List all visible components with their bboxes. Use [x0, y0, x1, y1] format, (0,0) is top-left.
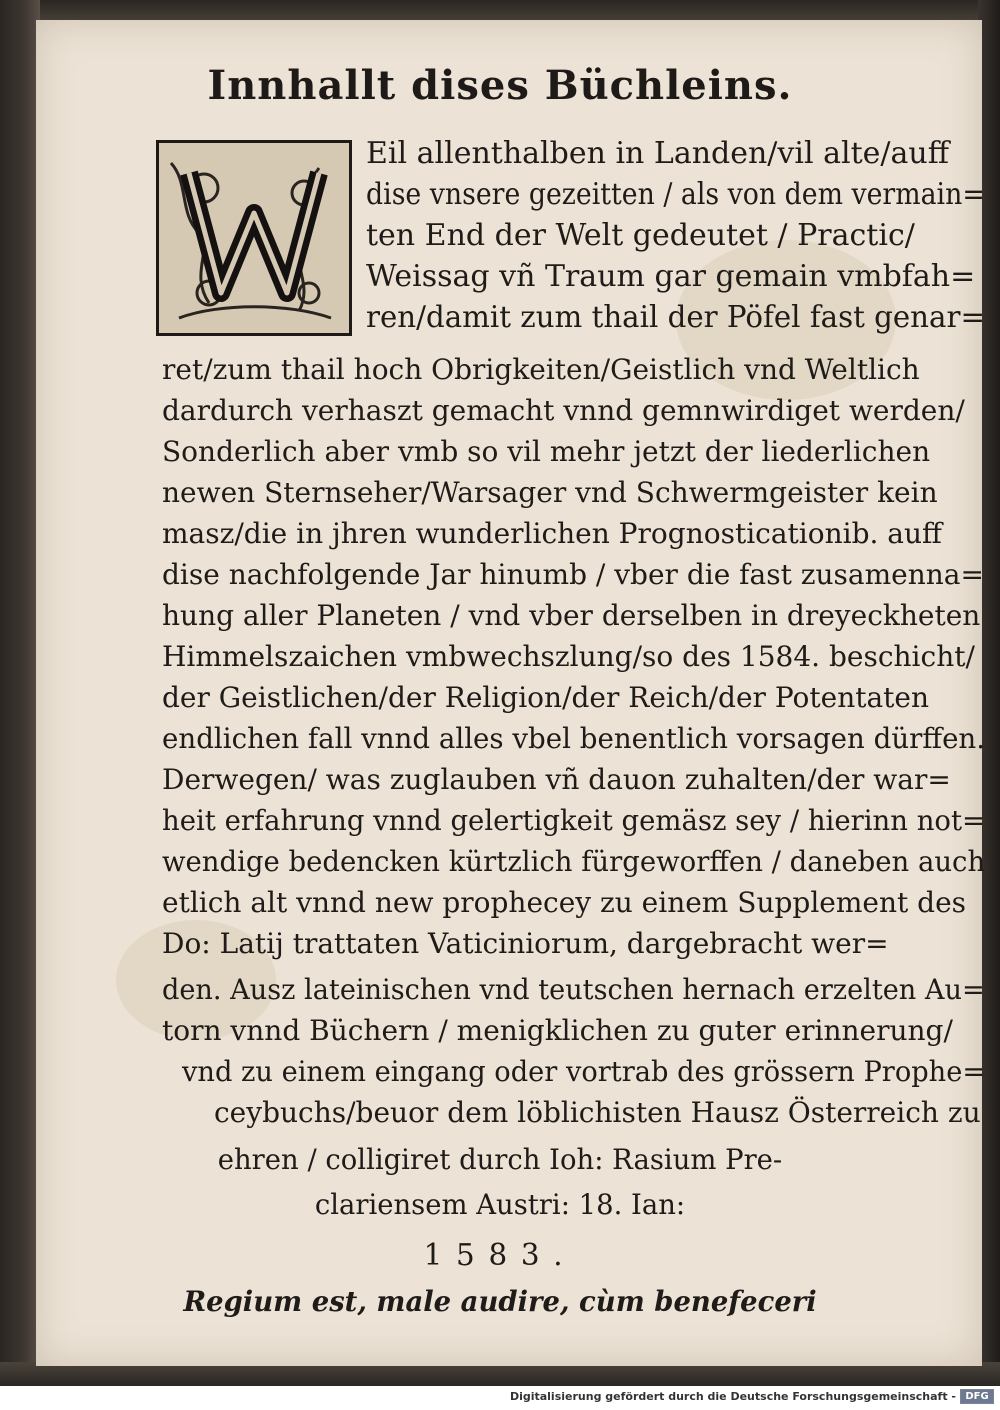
text-line: der Geistlichen/der Religion/der Reich/der Potentaten [162, 681, 930, 714]
footer-bar [0, 1386, 1000, 1410]
text-line: Eil allenthalben in Landen/vil alte/auff [366, 136, 950, 171]
text-line: dardurch verhaszt gemacht vnnd gemnwirdiget werden/ [162, 394, 965, 427]
text-line: Derwegen/ was zuglauben vñ dauon zuhalten/der war= [162, 763, 951, 796]
text-line: ren/damit zum thail der Pöfel fast genar= [366, 300, 985, 335]
text-line: masz/die in jhren wunderlichen Prognosticationib. auff [162, 517, 942, 550]
text-line: vnd zu einem eingang oder vortrab des grössern Prophe= [182, 1055, 986, 1088]
text-line: ceybuchs/beuor dem löblichisten Hausz Österreich zu [214, 1096, 981, 1129]
text-line: clariensem Austri: 18. Ian: [314, 1188, 686, 1221]
text-line: ret/zum thail hoch Obrigkeiten/Geistlich vnd Weltlich [162, 353, 920, 386]
text-line: heit erfahrung vnnd gelertigkeit gemäsz sey / hierinn not= [162, 804, 986, 837]
text-line: Do: Latij trattaten Vaticiniorum, dargebracht wer= [162, 927, 889, 960]
text-line: endlichen fall vnnd alles vbel benentlich vorsagen dürffen. [162, 722, 986, 755]
year-line: 1583. [423, 1238, 577, 1273]
text-line: hung aller Planeten / vnd vber derselben in dreyeckheten [162, 599, 981, 632]
text-line: ehren / colligiret durch Ioh: Rasium Pre- [217, 1143, 783, 1176]
text-line: ten End der Welt gedeutet / Practic/ [366, 218, 915, 253]
motto-line: Regium est, male audire, cùm benefeceri [183, 1285, 817, 1318]
text-line: etlich alt vnnd new prophecey zu einem Supplement des [162, 886, 967, 919]
text-line: wendige bedencken kürtzlich fürgeworffen / daneben auch [162, 845, 986, 878]
text-line: dise vnsere gezeitten / als von dem vermain= [366, 177, 985, 212]
dfg-logo: DFG [960, 1389, 994, 1404]
text-line: Weissag vñ Traum gar gemain vmbfah= [366, 259, 976, 294]
text-line: Himmelszaichen vmbwechszlung/so des 1584. beschicht/ [162, 640, 975, 673]
text-line: dise nachfolgende Jar hinumb / vber die fast zusamenna= [162, 558, 984, 591]
digitization-credit: Digitalisierung gefördert durch die Deutsche Forschungsgemeinschaft - [509, 1390, 956, 1403]
text-line: torn vnnd Büchern / menigklichen zu guter erinnerung/ [162, 1014, 953, 1047]
text-line: newen Sternseher/Warsager vnd Schwermgeister kein [162, 476, 938, 509]
text-line: Sonderlich aber vmb so vil mehr jetzt der liederlichen [162, 435, 931, 468]
text-line: den. Ausz lateinischen vnd teutschen hernach erzelten Au= [162, 973, 985, 1006]
page-title: Innhallt dises Büchleins. [207, 62, 793, 109]
